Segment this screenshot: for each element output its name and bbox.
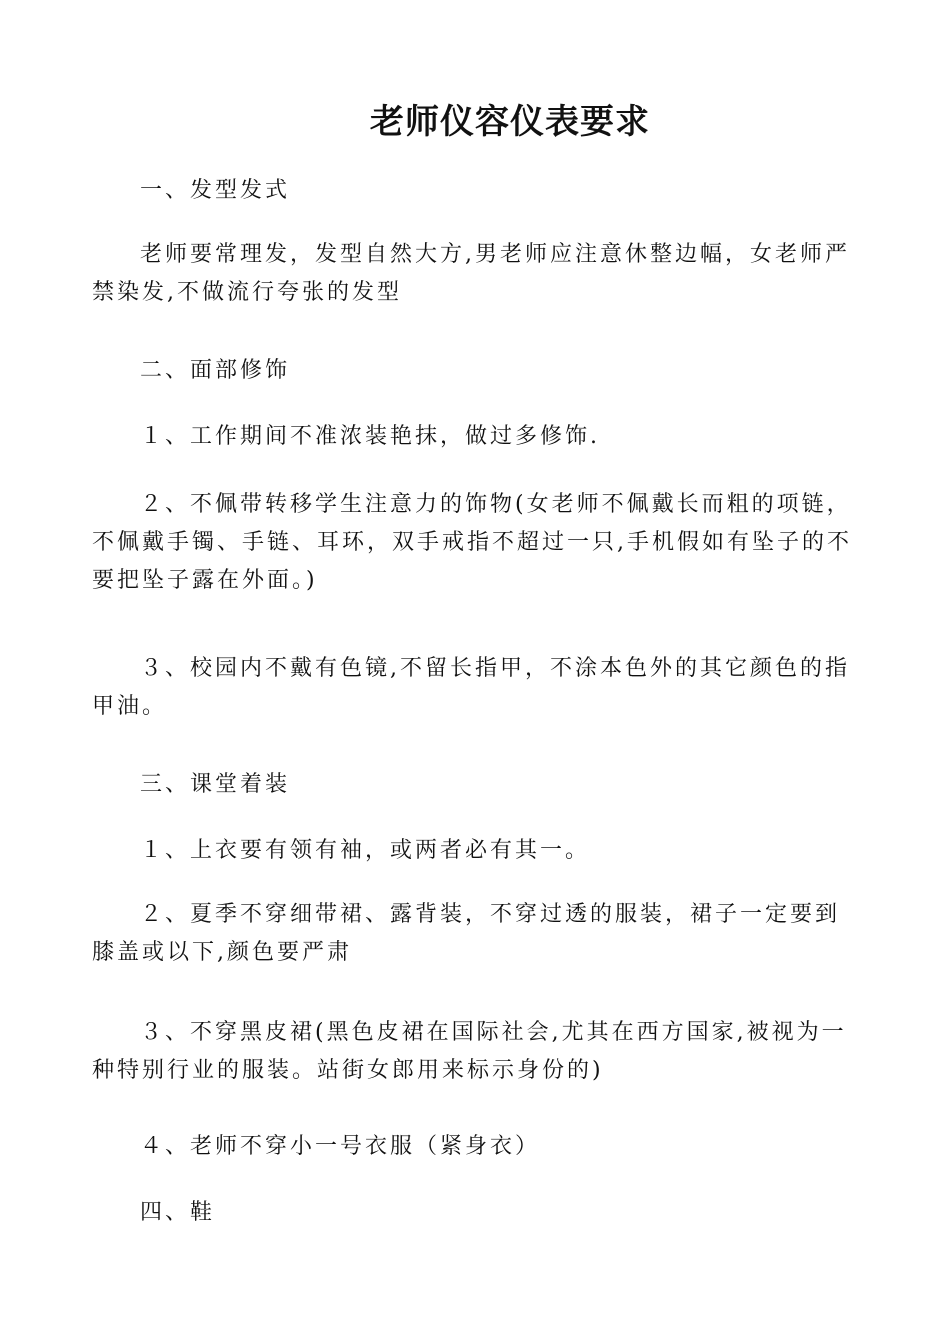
section-heading-attire: 三、课堂着装 bbox=[140, 772, 291, 797]
paragraph-attire-1: １、上衣要有领有袖，或两者必有其一。 bbox=[140, 838, 591, 863]
paragraph-face-3: ３、校园内不戴有色镜,不留长指甲，不涂本色外的其它颜色的指甲油。 bbox=[92, 656, 850, 719]
paragraph-attire-4: ４、老师不穿小一号衣服（紧身衣） bbox=[140, 1134, 541, 1159]
paragraph-face-2: ２、不佩带转移学生注意力的饰物(女老师不佩戴长而粗的项链，不佩戴手镯、手链、耳环，双手戒指不超过一只,手机假如有坠子的不要把坠子露在外面。) bbox=[92, 492, 852, 593]
paragraph-hair: 老师要常理发，发型自然大方,男老师应注意休整边幅，女老师严禁染发,不做流行夸张的发型 bbox=[92, 242, 850, 305]
paragraph-face-1: １、工作期间不准浓装艳抹，做过多修饰. bbox=[140, 424, 600, 449]
document-title: 老师仪容仪表要求 bbox=[370, 102, 650, 142]
section-heading-shoes: 四、鞋 bbox=[140, 1200, 216, 1225]
paragraph-attire-2: ２、夏季不穿细带裙、露背装，不穿过透的服装，裙子一定要到膝盖或以下,颜色要严肃 bbox=[92, 902, 841, 965]
section-heading-hair: 一、发型发式 bbox=[140, 178, 291, 203]
section-heading-face: 二、面部修饰 bbox=[140, 358, 291, 383]
paragraph-attire-3: ３、不穿黑皮裙(黑色皮裙在国际社会,尤其在西方国家,被视为一种特别行业的服装。站街女郎用来标示身份的) bbox=[92, 1020, 847, 1083]
